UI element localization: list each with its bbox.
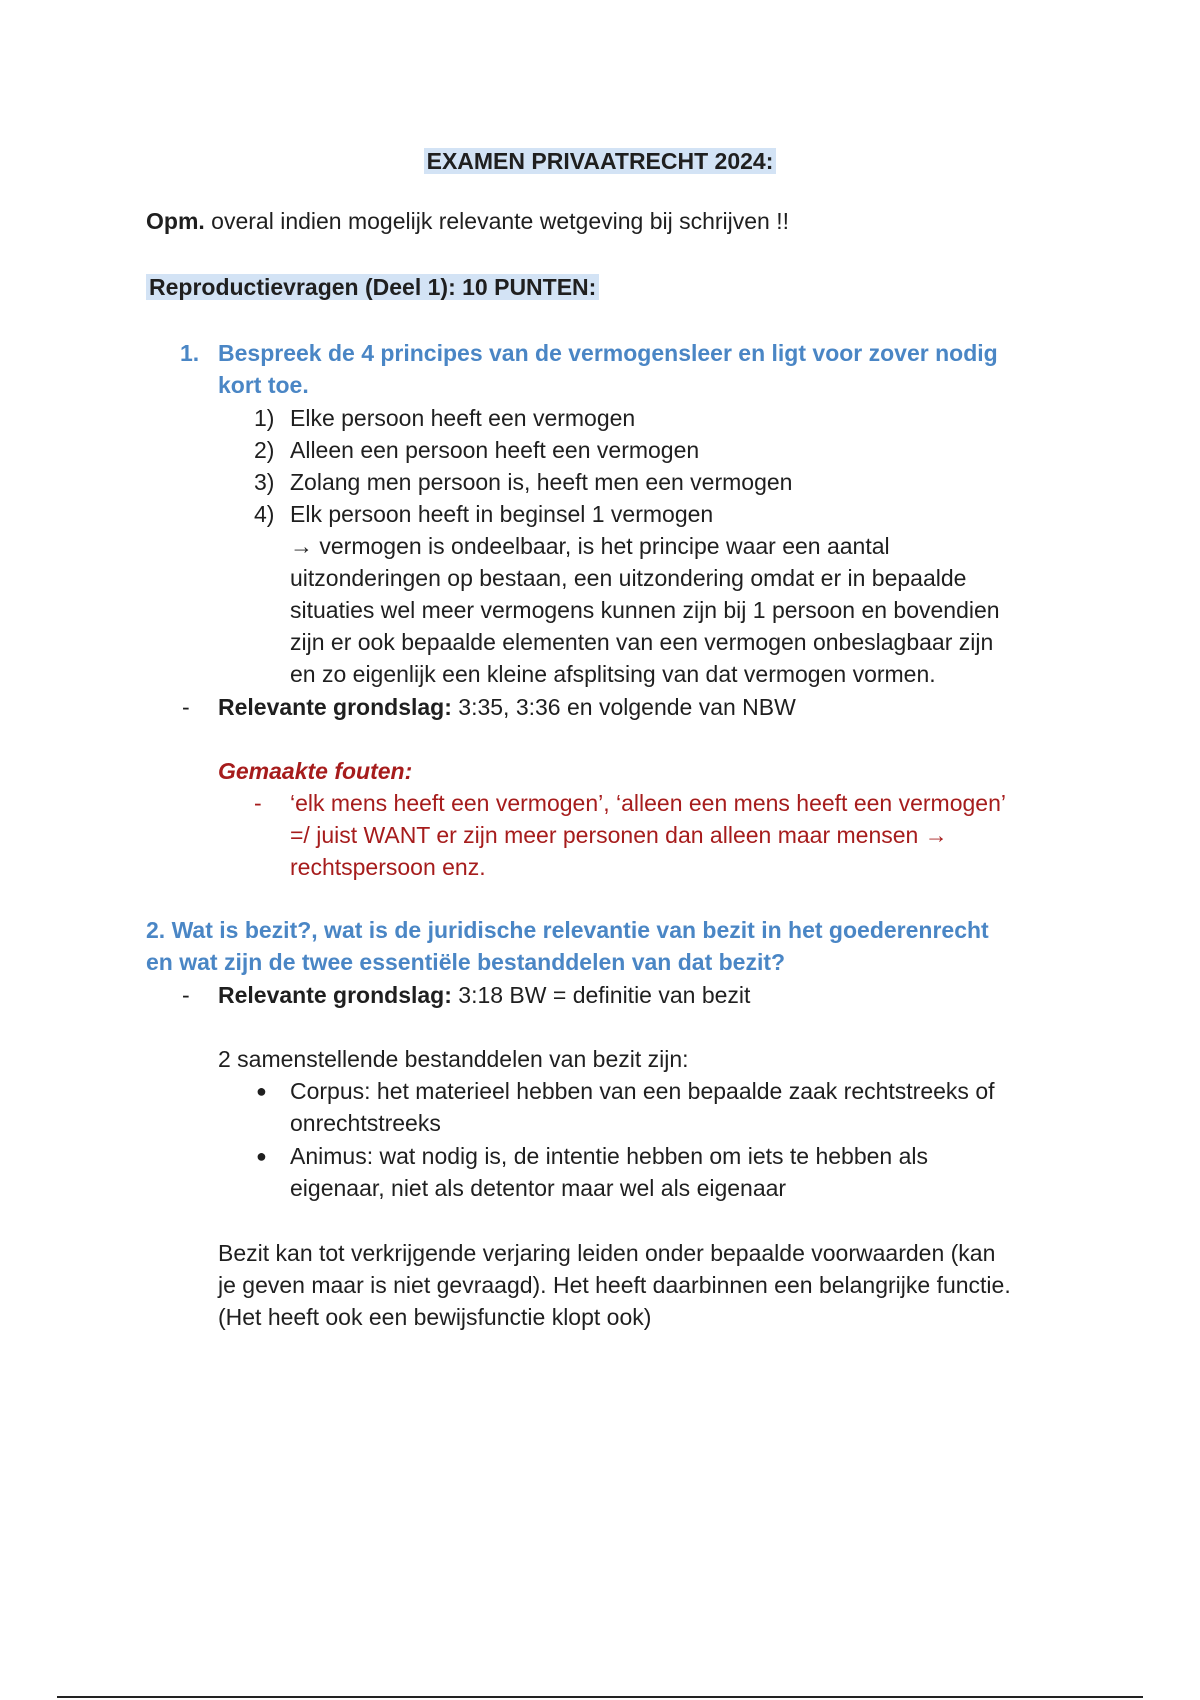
q1-item-marker: 2) (254, 437, 275, 463)
general-note (146, 205, 789, 237)
q1-legal-basis (218, 691, 796, 723)
exam-title (0, 145, 1200, 177)
q1-basis-dash: - (182, 694, 190, 720)
q2-question-line-2: en wat zijn de twee essentiële bestanddelen van dat bezit? (146, 949, 786, 975)
section-heading-text: Reproductievragen (Deel 1): 10 PUNTEN: (146, 274, 599, 300)
q1-item-text: Zolang men persoon is, heeft men een vermogen (290, 469, 793, 495)
q2-bullet-line: onrechtstreeks (290, 1110, 441, 1136)
note-text: overal indien mogelijk relevante wetgeving bij schrijven !! (204, 208, 790, 234)
bullet-icon: ● (256, 1081, 267, 1101)
q2-closing-line: (Het heeft ook een bewijsfunctie klopt ook) (218, 1304, 652, 1330)
q1-basis-label: Relevante grondslag: (218, 694, 452, 720)
q1-error-line: rechtspersoon enz. (290, 854, 486, 880)
q2-basis-text: 3:18 BW = definitie van bezit (451, 982, 751, 1008)
q1-errors-title: Gemaakte fouten: (218, 758, 413, 784)
section-heading (146, 271, 599, 303)
q1-question-line-1: Bespreek de 4 principes van de vermogensleer en ligt voor zover nodig (218, 340, 998, 366)
note-label: Opm. (146, 208, 205, 234)
q1-explanation-line: zijn er ook bepaalde elementen van een vermogen onbeslagbaar zijn (290, 629, 994, 655)
page-bottom-rule (57, 1696, 1143, 1698)
q1-explanation-line: en zo eigenlijk een kleine afsplitsing van dat vermogen vormen. (290, 661, 936, 687)
q1-item-marker: 1) (254, 405, 275, 431)
q2-closing-line: je geven maar is niet gevraagd). Het heeft daarbinnen een belangrijke functie. (218, 1272, 1011, 1298)
q2-basis-label: Relevante grondslag: (218, 982, 452, 1008)
q1-question-line-2: kort toe. (218, 372, 309, 398)
q2-bullet-line: eigenaar, niet als detentor maar wel als eigenaar (290, 1175, 787, 1201)
q1-item-marker: 4) (254, 501, 275, 527)
q2-bullet-line: Animus: wat nodig is, de intentie hebben om iets te hebben als (290, 1143, 929, 1169)
q1-number: 1. (180, 340, 200, 366)
q2-closing-line: Bezit kan tot verkrijgende verjaring leiden onder bepaalde voorwaarden (kan (218, 1240, 996, 1266)
exam-title-text: EXAMEN PRIVAATRECHT 2024: (424, 148, 777, 174)
q1-item-text: Alleen een persoon heeft een vermogen (290, 437, 700, 463)
q1-basis-text: 3:35, 3:36 en volgende van NBW (451, 694, 796, 720)
q1-explanation-line: uitzonderingen op bestaan, een uitzondering omdat er in bepaalde (290, 565, 967, 591)
q1-explanation-line: → vermogen is ondeelbaar, is het principe waar een aantal (290, 533, 890, 559)
q1-error-line: =/ juist WANT er zijn meer personen dan alleen maar mensen → (290, 822, 948, 848)
q2-bullet-line: Corpus: het materieel hebben van een bepaalde zaak rechtstreeks of (290, 1078, 995, 1104)
bullet-icon: ● (256, 1146, 267, 1166)
q2-components-intro: 2 samenstellende bestanddelen van bezit zijn: (218, 1046, 689, 1072)
q2-question-line-1: 2. Wat is bezit?, wat is de juridische relevantie van bezit in het goederenrecht (146, 917, 989, 943)
q1-item-marker: 3) (254, 469, 275, 495)
q1-explanation-line: situaties wel meer vermogens kunnen zijn bij 1 persoon en bovendien (290, 597, 1000, 623)
q1-error-line: ‘elk mens heeft een vermogen’, ‘alleen een mens heeft een vermogen’ (290, 790, 1006, 816)
q1-errors-dash: - (254, 790, 262, 816)
q2-basis-dash: - (182, 982, 190, 1008)
q2-legal-basis (218, 979, 750, 1011)
q1-item-text: Elk persoon heeft in beginsel 1 vermogen (290, 501, 714, 527)
q1-item-text: Elke persoon heeft een vermogen (290, 405, 636, 431)
